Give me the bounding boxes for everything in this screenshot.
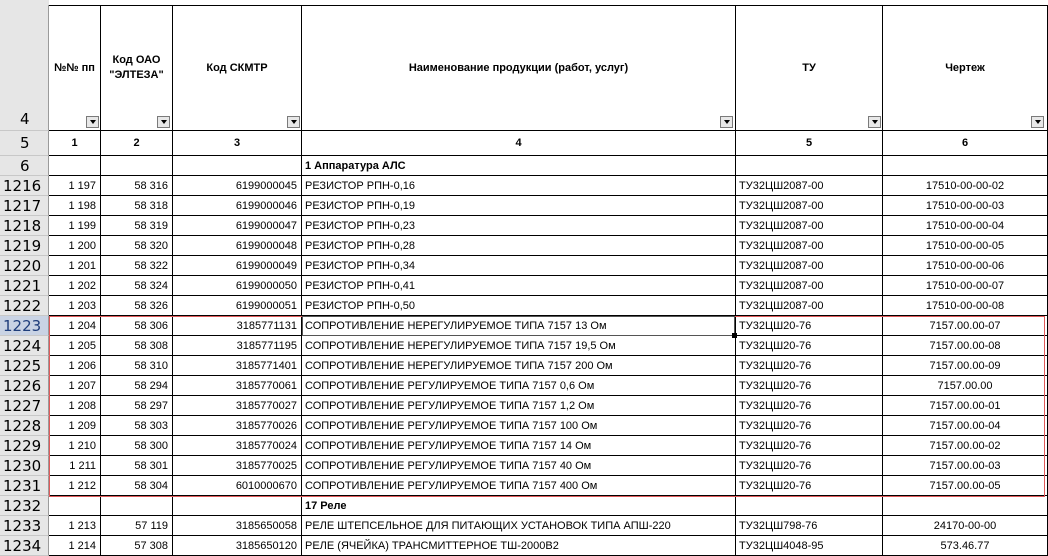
row-number-cell[interactable]: 1 207 — [49, 376, 101, 396]
product-name-cell[interactable]: СОПРОТИВЛЕНИЕ НЕРЕГУЛИРУЕМОЕ ТИПА 7157 19,5 Ом — [302, 336, 736, 356]
eltesa-code-cell[interactable]: 58 322 — [101, 256, 173, 276]
eltesa-code-cell[interactable]: 58 301 — [101, 456, 173, 476]
row-header[interactable]: 1228 — [0, 416, 49, 436]
fill-handle[interactable] — [732, 333, 737, 338]
skmtr-code-cell[interactable]: 3185650058 — [173, 516, 302, 536]
tu-cell[interactable]: ТУ32ЦШ20-76 — [736, 396, 883, 416]
header-col-number-label: №№ пп — [54, 61, 95, 74]
tu-cell[interactable]: ТУ32ЦШ20-76 — [736, 476, 883, 496]
row-number-cell[interactable]: 1 208 — [49, 396, 101, 416]
row-number-cell[interactable]: 1 204 — [49, 316, 101, 336]
column-number-cell[interactable]: 6 — [883, 131, 1048, 156]
drawing-cell[interactable]: 7157.00.00-07 — [883, 316, 1048, 336]
row-number-cell[interactable]: 1 211 — [49, 456, 101, 476]
eltesa-code-cell[interactable]: 58 304 — [101, 476, 173, 496]
header-col-product-name-label: Наименование продукции (работ, услуг) — [408, 61, 629, 74]
tu-cell[interactable] — [736, 156, 883, 176]
tu-cell[interactable]: ТУ32ЦШ2087-00 — [736, 216, 883, 236]
skmtr-code-cell[interactable]: 3185650120 — [173, 536, 302, 556]
tu-cell[interactable] — [736, 496, 883, 516]
header-col-drawing[interactable] — [883, 5, 1048, 131]
row-header[interactable]: 1216 — [0, 176, 49, 196]
tu-cell[interactable]: ТУ32ЦШ2087-00 — [736, 236, 883, 256]
tu-cell[interactable]: ТУ32ЦШ798-76 — [736, 516, 883, 536]
product-name-cell[interactable]: РЕЗИСТОР РПН-0,50 — [302, 296, 736, 316]
drawing-cell[interactable]: 17510-00-00-08 — [883, 296, 1048, 316]
skmtr-code-cell[interactable]: 6199000051 — [173, 296, 302, 316]
tu-cell[interactable]: ТУ32ЦШ20-76 — [736, 376, 883, 396]
eltesa-code-cell[interactable]: 57 119 — [101, 516, 173, 536]
tu-cell[interactable]: ТУ32ЦШ2087-00 — [736, 196, 883, 216]
header-col-drawing-label: Чертеж — [945, 61, 985, 74]
row-number-cell[interactable]: 1 206 — [49, 356, 101, 376]
row-header[interactable]: 1223 — [0, 316, 49, 336]
tu-cell[interactable]: ТУ32ЦШ20-76 — [736, 316, 883, 336]
row-header[interactable]: 6 — [0, 156, 49, 176]
tu-cell[interactable]: ТУ32ЦШ20-76 — [736, 456, 883, 476]
eltesa-code-cell[interactable] — [101, 156, 173, 176]
header-col-number[interactable] — [49, 5, 101, 131]
row-header[interactable]: 1231 — [0, 476, 49, 496]
row-number-cell[interactable]: 1 198 — [49, 196, 101, 216]
eltesa-code-cell[interactable]: 58 319 — [101, 216, 173, 236]
row-number-cell[interactable] — [49, 156, 101, 176]
drawing-cell[interactable]: 7157.00.00-08 — [883, 336, 1048, 356]
filter-dropdown-icon[interactable] — [157, 116, 170, 128]
filter-dropdown-icon[interactable] — [86, 116, 99, 128]
skmtr-code-cell[interactable]: 3185770024 — [173, 436, 302, 456]
drawing-cell[interactable] — [883, 156, 1048, 176]
skmtr-code-cell[interactable]: 3185770026 — [173, 416, 302, 436]
row-number-cell[interactable]: 1 209 — [49, 416, 101, 436]
skmtr-code-cell[interactable]: 6199000047 — [173, 216, 302, 236]
row-number-cell[interactable]: 1 200 — [49, 236, 101, 256]
product-name-cell[interactable]: СОПРОТИВЛЕНИЕ РЕГУЛИРУЕМОЕ ТИПА 7157 0,6 Ом — [302, 376, 736, 396]
eltesa-code-cell[interactable]: 57 308 — [101, 536, 173, 556]
header-col-product-name[interactable] — [302, 5, 736, 131]
row-header[interactable]: 1226 — [0, 376, 49, 396]
product-name-cell[interactable]: СОПРОТИВЛЕНИЕ РЕГУЛИРУЕМОЕ ТИПА 7157 100 Ом — [302, 416, 736, 436]
filter-dropdown-icon[interactable] — [720, 116, 733, 128]
product-name-cell[interactable]: РЕЗИСТОР РПН-0,41 — [302, 276, 736, 296]
header-col-tu[interactable] — [736, 5, 883, 131]
section-title-cell[interactable]: 17 Реле — [302, 496, 736, 516]
header-col-eltesa-code[interactable] — [101, 5, 173, 131]
product-name-cell[interactable]: РЕЗИСТОР РПН-0,23 — [302, 216, 736, 236]
eltesa-code-cell[interactable]: 58 300 — [101, 436, 173, 456]
drawing-cell[interactable]: 7157.00.00-03 — [883, 456, 1048, 476]
skmtr-code-cell[interactable]: 6010000670 — [173, 476, 302, 496]
drawing-cell[interactable]: 17510-00-00-04 — [883, 216, 1048, 236]
row-header[interactable]: 1222 — [0, 296, 49, 316]
eltesa-code-cell[interactable]: 58 310 — [101, 356, 173, 376]
column-number-cell[interactable]: 1 — [49, 131, 101, 156]
skmtr-code-cell[interactable] — [173, 496, 302, 516]
product-name-cell[interactable]: СОПРОТИВЛЕНИЕ НЕРЕГУЛИРУЕМОЕ ТИПА 7157 13 Ом — [302, 316, 736, 336]
product-name-cell[interactable]: СОПРОТИВЛЕНИЕ РЕГУЛИРУЕМОЕ ТИПА 7157 1,2 Ом — [302, 396, 736, 416]
skmtr-code-cell[interactable]: 6199000049 — [173, 256, 302, 276]
eltesa-code-cell[interactable]: 58 306 — [101, 316, 173, 336]
drawing-cell[interactable]: 17510-00-00-06 — [883, 256, 1048, 276]
drawing-cell[interactable]: 17510-00-00-07 — [883, 276, 1048, 296]
row-header-4[interactable]: 4 — [0, 5, 49, 131]
column-number-cell[interactable]: 2 — [101, 131, 173, 156]
skmtr-code-cell[interactable]: 3185771401 — [173, 356, 302, 376]
row-header[interactable]: 1227 — [0, 396, 49, 416]
row-header[interactable]: 1234 — [0, 536, 49, 556]
product-name-cell[interactable]: РЕЗИСТОР РПН-0,34 — [302, 256, 736, 276]
product-name-cell[interactable]: СОПРОТИВЛЕНИЕ РЕГУЛИРУЕМОЕ ТИПА 7157 40 Ом — [302, 456, 736, 476]
row-header[interactable]: 1233 — [0, 516, 49, 536]
row-number-cell[interactable]: 1 199 — [49, 216, 101, 236]
row-number-cell[interactable]: 1 203 — [49, 296, 101, 316]
drawing-cell[interactable] — [883, 496, 1048, 516]
drawing-cell[interactable]: 7157.00.00-05 — [883, 476, 1048, 496]
drawing-cell[interactable]: 17510-00-00-05 — [883, 236, 1048, 256]
row-header[interactable]: 1232 — [0, 496, 49, 516]
column-number-cell[interactable]: 3 — [173, 131, 302, 156]
drawing-cell[interactable]: 7157.00.00-02 — [883, 436, 1048, 456]
skmtr-code-cell[interactable]: 6199000045 — [173, 176, 302, 196]
drawing-cell[interactable]: 7157.00.00-04 — [883, 416, 1048, 436]
column-number-cell[interactable]: 5 — [736, 131, 883, 156]
row-header[interactable]: 1220 — [0, 256, 49, 276]
row-number-cell[interactable]: 1 202 — [49, 276, 101, 296]
drawing-cell[interactable]: 24170-00-00 — [883, 516, 1048, 536]
product-name-cell[interactable]: РЕЗИСТОР РПН-0,19 — [302, 196, 736, 216]
row-number-cell[interactable]: 1 212 — [49, 476, 101, 496]
tu-cell[interactable]: ТУ32ЦШ2087-00 — [736, 276, 883, 296]
row-number-cell[interactable]: 1 205 — [49, 336, 101, 356]
skmtr-code-cell[interactable]: 3185770061 — [173, 376, 302, 396]
eltesa-code-cell[interactable]: 58 316 — [101, 176, 173, 196]
tu-cell[interactable]: ТУ32ЦШ20-76 — [736, 336, 883, 356]
product-name-cell[interactable]: РЕЛЕ (ЯЧЕЙКА) ТРАНСМИТТЕРНОЕ ТШ-2000В2 — [302, 536, 736, 556]
row-number-cell[interactable]: 1 214 — [49, 536, 101, 556]
header-col-tu-label: ТУ — [802, 61, 816, 74]
eltesa-code-cell[interactable]: 58 326 — [101, 296, 173, 316]
drawing-cell[interactable]: 573.46.77 — [883, 536, 1048, 556]
row-header[interactable]: 1224 — [0, 336, 49, 356]
skmtr-code-cell[interactable]: 3185770027 — [173, 396, 302, 416]
skmtr-code-cell[interactable]: 6199000048 — [173, 236, 302, 256]
eltesa-code-cell[interactable]: 58 308 — [101, 336, 173, 356]
product-name-cell[interactable]: СОПРОТИВЛЕНИЕ РЕГУЛИРУЕМОЕ ТИПА 7157 14 Ом — [302, 436, 736, 456]
skmtr-code-cell[interactable]: 3185771195 — [173, 336, 302, 356]
eltesa-code-cell[interactable]: 58 297 — [101, 396, 173, 416]
row-number-cell[interactable]: 1 197 — [49, 176, 101, 196]
row-header[interactable]: 1221 — [0, 276, 49, 296]
row-number-cell[interactable] — [49, 496, 101, 516]
eltesa-code-cell[interactable]: 58 324 — [101, 276, 173, 296]
product-name-cell[interactable]: РЕЗИСТОР РПН-0,28 — [302, 236, 736, 256]
tu-cell[interactable]: ТУ32ЦШ2087-00 — [736, 256, 883, 276]
row-header-5[interactable]: 5 — [0, 131, 49, 156]
product-name-cell[interactable]: РЕЛЕ ШТЕПСЕЛЬНОЕ ДЛЯ ПИТАЮЩИХ УСТАНОВОК ТИПА АПШ-220 — [302, 516, 736, 536]
tu-cell[interactable]: ТУ32ЦШ20-76 — [736, 416, 883, 436]
header-col-skmtr-code[interactable] — [173, 5, 302, 131]
tu-cell[interactable]: ТУ32ЦШ20-76 — [736, 436, 883, 456]
section-title-cell[interactable]: 1 Аппаратура АЛС — [302, 156, 736, 176]
column-number-cell[interactable]: 4 — [302, 131, 736, 156]
row-header[interactable]: 1219 — [0, 236, 49, 256]
filter-dropdown-icon[interactable] — [868, 116, 881, 128]
eltesa-code-cell[interactable] — [101, 496, 173, 516]
drawing-cell[interactable]: 17510-00-00-03 — [883, 196, 1048, 216]
header-col-eltesa-code-label: Код ОАО "ЭЛТЕЗА" — [109, 54, 164, 81]
skmtr-code-cell[interactable]: 3185771131 — [173, 316, 302, 336]
product-name-cell[interactable]: РЕЗИСТОР РПН-0,16 — [302, 176, 736, 196]
skmtr-code-cell[interactable] — [173, 156, 302, 176]
tu-cell[interactable]: ТУ32ЦШ2087-00 — [736, 176, 883, 196]
row-header[interactable]: 1225 — [0, 356, 49, 376]
drawing-cell[interactable]: 17510-00-00-02 — [883, 176, 1048, 196]
tu-cell[interactable]: ТУ32ЦШ2087-00 — [736, 296, 883, 316]
row-header[interactable]: 1229 — [0, 436, 49, 456]
row-header[interactable]: 1230 — [0, 456, 49, 476]
header-col-skmtr-code-label: Код СКМТР — [206, 61, 268, 74]
eltesa-code-cell[interactable]: 58 303 — [101, 416, 173, 436]
drawing-cell[interactable]: 7157.00.00-09 — [883, 356, 1048, 376]
product-name-cell[interactable]: СОПРОТИВЛЕНИЕ НЕРЕГУЛИРУЕМОЕ ТИПА 7157 200 Ом — [302, 356, 736, 376]
row-number-cell[interactable]: 1 201 — [49, 256, 101, 276]
filter-dropdown-icon[interactable] — [1031, 116, 1044, 128]
skmtr-code-cell[interactable]: 3185770025 — [173, 456, 302, 476]
eltesa-code-cell[interactable]: 58 320 — [101, 236, 173, 256]
tu-cell[interactable]: ТУ32ЦШ4048-95 — [736, 536, 883, 556]
drawing-cell[interactable]: 7157.00.00-01 — [883, 396, 1048, 416]
skmtr-code-cell[interactable]: 6199000046 — [173, 196, 302, 216]
filter-dropdown-icon[interactable] — [287, 116, 300, 128]
product-name-cell[interactable]: СОПРОТИВЛЕНИЕ РЕГУЛИРУЕМОЕ ТИПА 7157 400 Ом — [302, 476, 736, 496]
row-header[interactable]: 1217 — [0, 196, 49, 216]
tu-cell[interactable]: ТУ32ЦШ20-76 — [736, 356, 883, 376]
row-number-cell[interactable]: 1 210 — [49, 436, 101, 456]
eltesa-code-cell[interactable]: 58 318 — [101, 196, 173, 216]
skmtr-code-cell[interactable]: 6199000050 — [173, 276, 302, 296]
eltesa-code-cell[interactable]: 58 294 — [101, 376, 173, 396]
drawing-cell[interactable]: 7157.00.00 — [883, 376, 1048, 396]
row-number-cell[interactable]: 1 213 — [49, 516, 101, 536]
row-header[interactable]: 1218 — [0, 216, 49, 236]
